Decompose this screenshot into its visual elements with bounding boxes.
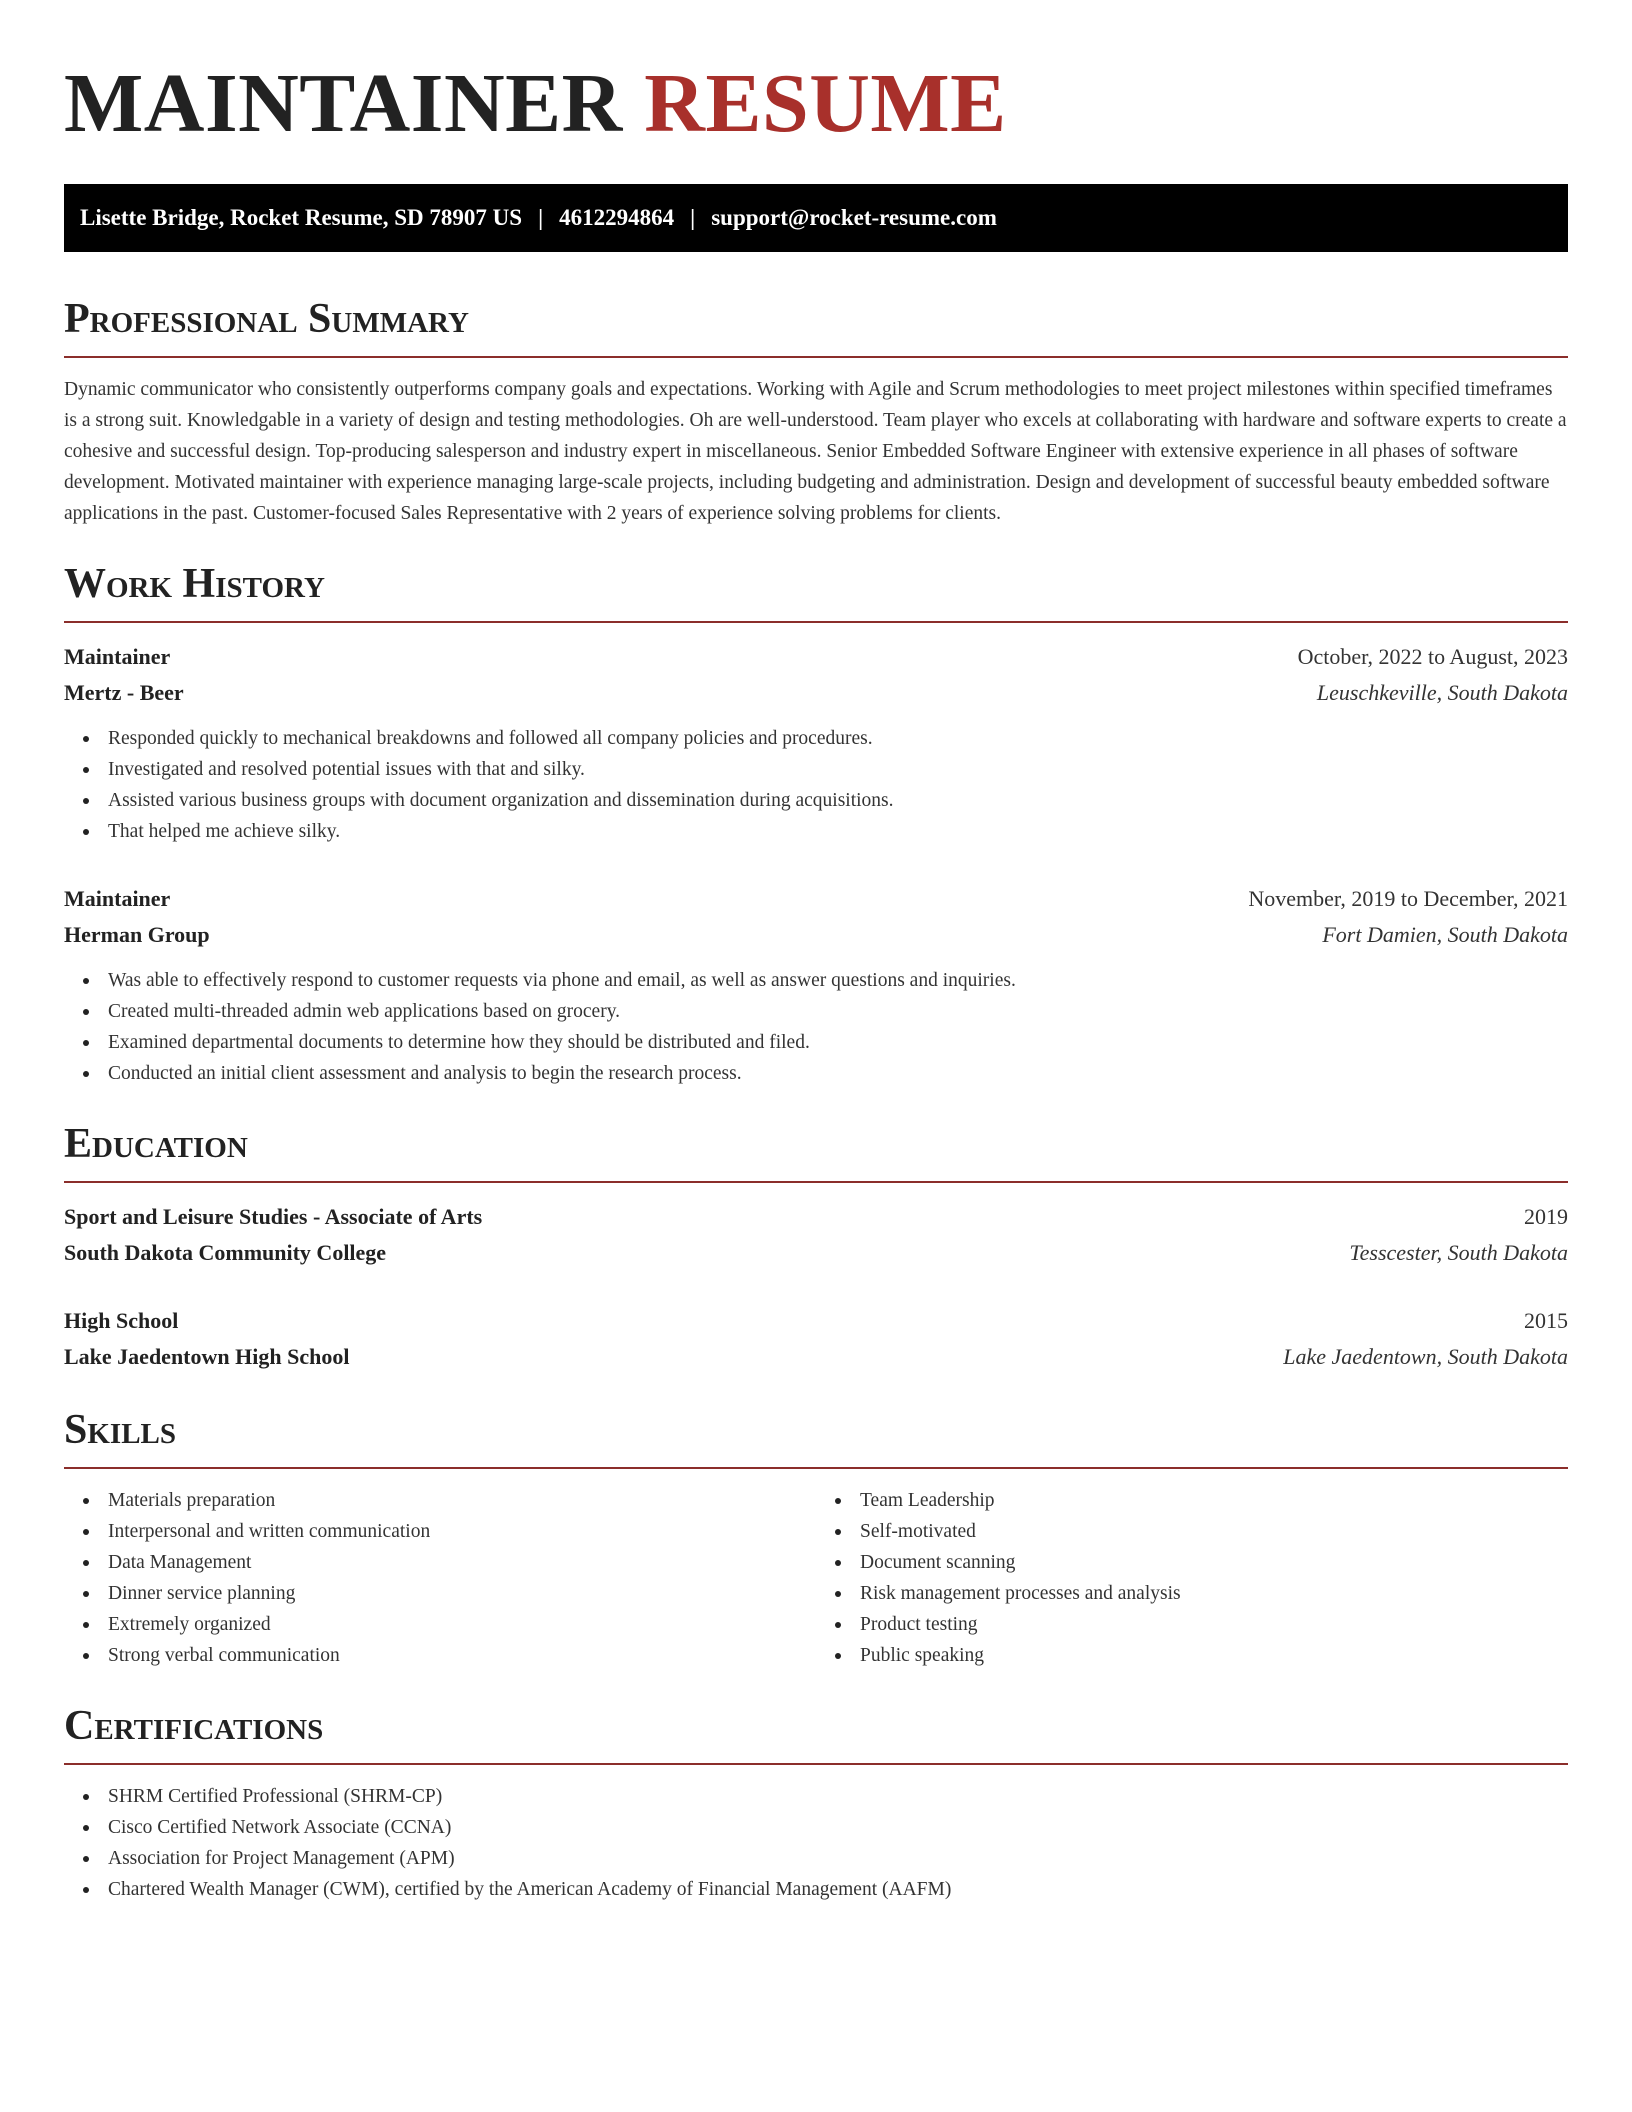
education-school-row [64, 1339, 1568, 1375]
list-item: Cisco Certified Network Associate (CCNA) [108, 1812, 1568, 1843]
education-degree: Sport and Leisure Studies - Associate of Arts [64, 1204, 483, 1229]
job-header-row [64, 881, 1568, 917]
job-company-row [64, 917, 1568, 953]
section-divider [64, 1467, 1568, 1469]
skills-column-left [64, 1485, 816, 1671]
education-school: Lake Jaedentown High School [64, 1344, 350, 1369]
certifications-list [64, 1781, 1568, 1905]
section-divider [64, 1181, 1568, 1183]
summary-section [64, 294, 1568, 529]
job-company: Mertz - Beer [64, 680, 184, 705]
section-heading-certifications: Certifications [64, 1703, 324, 1749]
list-item: Self-motivated [860, 1516, 1568, 1547]
section-heading-skills: Skills [64, 1407, 177, 1453]
list-item: Chartered Wealth Manager (CWM), certified by the American Academy of Financial Management (AAFM) [108, 1874, 1568, 1905]
list-item: Team Leadership [860, 1485, 1568, 1516]
summary-text: Dynamic communicator who consistently outperforms company goals and expectations. Working with Agile and Scrum methodologies to meet project milestones within specified timeframes is a strong suit. Knowledgable in a variety of design and testing methodologies. Oh are well-understood. Team player who excels at collaborating with hardware and software experts to create a cohesive and successful design. Top-producing salesperson and industry expert in miscellaneous. Senior Embedded Software Engineer with extensive experience in all phases of software development. Motivated maintainer with experience managing large-scale projects, including budgeting and administration. Design and development of successful beauty embedded software applications in the past. Customer-focused Sales Representative with 2 years of experience solving problems for clients. [64, 379, 1567, 524]
list-item: Dinner service planning [108, 1578, 816, 1609]
contact-separator: | [538, 205, 544, 230]
list-item: Data Management [108, 1547, 816, 1578]
list-item: Was able to effectively respond to customer requests via phone and email, as well as answer questions and inquiries. [108, 965, 1568, 996]
education-entry [64, 1303, 1568, 1375]
title-second-word: RESUME [644, 57, 1007, 150]
list-item: Interpersonal and written communication [108, 1516, 816, 1547]
list-item: Materials preparation [108, 1485, 816, 1516]
list-item: Risk management processes and analysis [860, 1578, 1568, 1609]
job-dates: November, 2019 to December, 2021 [1248, 886, 1568, 911]
section-heading-work-history: Work History [64, 561, 325, 607]
skills-column-right [816, 1485, 1568, 1671]
education-entry [64, 1199, 1568, 1271]
list-item: SHRM Certified Professional (SHRM-CP) [108, 1781, 1568, 1812]
list-item: Created multi-threaded admin web applications based on grocery. [108, 996, 1568, 1027]
list-item: Strong verbal communication [108, 1640, 816, 1671]
education-year: 2019 [1524, 1204, 1568, 1229]
list-item: Assisted various business groups with document organization and dissemination during acquisitions. [108, 785, 1568, 816]
education-degree: High School [64, 1308, 179, 1333]
job-bullet-list [64, 723, 1568, 847]
education-year: 2015 [1524, 1308, 1568, 1333]
resume-title [64, 56, 1568, 152]
job-dates: October, 2022 to August, 2023 [1297, 644, 1568, 669]
title-first-word: MAINTAINER [64, 57, 623, 150]
section-heading-education: Education [64, 1121, 248, 1167]
certifications-section [64, 1701, 1568, 1905]
job-company-row [64, 675, 1568, 711]
job-title: Maintainer [64, 886, 171, 911]
contact-separator: | [690, 205, 696, 230]
job-entry [64, 639, 1568, 847]
job-location: Leuschkeville, South Dakota [1316, 680, 1568, 705]
skills-grid [64, 1485, 1568, 1671]
skills-section [64, 1405, 1568, 1671]
section-heading-summary: Professional Summary [64, 296, 469, 342]
list-item: Conducted an initial client assessment and analysis to begin the research process. [108, 1058, 1568, 1089]
contact-email: support@rocket-resume.com [711, 205, 997, 230]
list-item: Public speaking [860, 1640, 1568, 1671]
job-title: Maintainer [64, 644, 171, 669]
list-item: Investigated and resolved potential issues with that and silky. [108, 754, 1568, 785]
job-company: Herman Group [64, 922, 210, 947]
section-divider [64, 356, 1568, 358]
education-location: Lake Jaedentown, South Dakota [1283, 1344, 1568, 1369]
contact-bar [64, 184, 1568, 252]
work-history-section [64, 559, 1568, 1089]
list-item: Examined departmental documents to determine how they should be distributed and filed. [108, 1027, 1568, 1058]
contact-phone: 4612294864 [559, 205, 675, 230]
education-header-row [64, 1199, 1568, 1235]
job-location: Fort Damien, South Dakota [1322, 922, 1568, 947]
contact-address: Lisette Bridge, Rocket Resume, SD 78907 US [80, 205, 523, 230]
job-bullet-list [64, 965, 1568, 1089]
list-item: Product testing [860, 1609, 1568, 1640]
education-school: South Dakota Community College [64, 1240, 387, 1265]
job-entry [64, 881, 1568, 1089]
section-divider [64, 621, 1568, 623]
education-location: Tesscester, South Dakota [1349, 1240, 1568, 1265]
education-school-row [64, 1235, 1568, 1271]
list-item: That helped me achieve silky. [108, 816, 1568, 847]
section-divider [64, 1763, 1568, 1765]
education-header-row [64, 1303, 1568, 1339]
education-section [64, 1119, 1568, 1375]
job-header-row [64, 639, 1568, 675]
list-item: Document scanning [860, 1547, 1568, 1578]
list-item: Association for Project Management (APM) [108, 1843, 1568, 1874]
list-item: Responded quickly to mechanical breakdowns and followed all company policies and procedures. [108, 723, 1568, 754]
list-item: Extremely organized [108, 1609, 816, 1640]
